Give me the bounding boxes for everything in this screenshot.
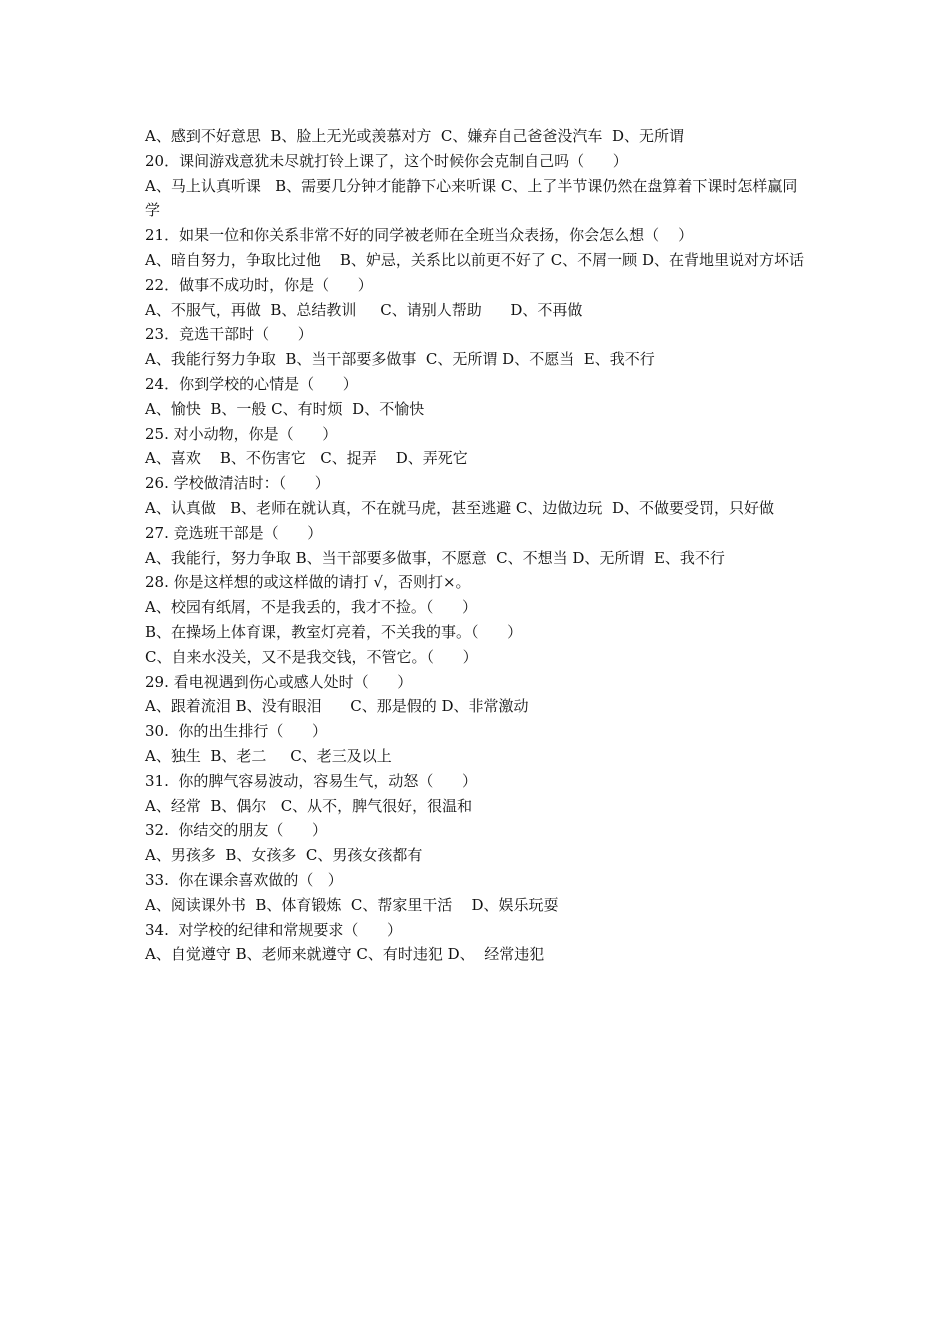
answer-options-27: A、我能行，努力争取 B、当干部要多做事，不愿意 C、不想当 D、无所谓 E、我不行 (145, 548, 725, 567)
question-32: 32. 你结交的朋友（ ） (145, 821, 328, 840)
answer-options-32: A、男孩多 B、女孩多 C、男孩女孩都有 (145, 846, 423, 865)
answer-options-20: A、马上认真听课 B、需要几分钟才能静下心来听课 C、上了半节课仍然在盘算着下课时怎样赢同学 (145, 176, 798, 220)
answer-options-26: A、认真做 B、老师在就认真，不在就马虎，甚至逃避 C、边做边玩 D、不做要受罚，只好做 (145, 498, 774, 517)
answer-options-29: A、跟着流泪 B、没有眼泪 C、那是假的 D、非常激动 (145, 697, 529, 716)
questionnaire-text (145, 124, 810, 967)
answer-options-33: A、阅读课外书 B、体育锻炼 C、帮家里干活 D、娱乐玩耍 (145, 895, 559, 914)
question-33: 33. 你在课余喜欢做的（ ） (145, 870, 343, 889)
question-20: 20．课间游戏意犹未尽就打铃上课了，这个时候你会克制自己吗（ ） (145, 151, 628, 170)
answer-options-23: A、我能行努力争取 B、当干部要多做事 C、无所谓 D、不愿当 E、我不行 (145, 350, 655, 369)
answer-options-30: A、独生 B、老二 C、老三及以上 (145, 746, 392, 765)
question-27: 27. 竞选班干部是（ ） (145, 523, 323, 542)
question-31: 31. 你的脾气容易波动，容易生气，动怒（ ） (145, 771, 478, 790)
answer-options-21: A、暗自努力，争取比过他 B、妒忌，关系比以前更不好了 C、不屑一顾 D、在背地里说对方坏话 (145, 250, 804, 269)
question-26: 26. 学校做清洁时：（ ） (145, 474, 330, 493)
question-23: 23．竞选干部时（ ） (145, 325, 313, 344)
question-30: 30. 你的出生排行（ ） (145, 722, 328, 741)
statement-28c: C、自来水没关，又不是我交钱，不管它。（ ） (145, 647, 478, 666)
question-25: 25. 对小动物，你是（ ） (145, 424, 338, 443)
statement-28a: A、校园有纸屑，不是我丢的，我才不捡。（ ） (145, 598, 477, 617)
question-22: 22．做事不成功时，你是（ ） (145, 275, 373, 294)
answer-options-25: A、喜欢 B、不伤害它 C、捉弄 D、弄死它 (145, 449, 468, 468)
statement-28b: B、在操场上体育课，教室灯亮着，不关我的事。（ ） (145, 622, 523, 641)
question-34: 34. 对学校的纪律和常规要求（ ） (145, 920, 403, 939)
question-29: 29. 看电视遇到伤心或感人处时（ ） (145, 672, 413, 691)
answer-options-19: A、感到不好意思 B、脸上无光或羡慕对方 C、嫌弃自己爸爸没汽车 D、无所谓 (145, 127, 684, 145)
answer-options-34: A、自觉遵守 B、老师来就遵守 C、有时违犯 D、 经常违犯 (145, 945, 545, 964)
question-21: 21．如果一位和你关系非常不好的同学被老师在全班当众表扬，你会怎么想（ ） (145, 226, 694, 245)
answer-options-31: A、经常 B、偶尔 C、从不，脾气很好，很温和 (145, 796, 473, 815)
question-28: 28. 你是这样想的或这样做的请打 √，否则打×。 (145, 573, 471, 592)
answer-options-22: A、不服气，再做 B、总结教训 C、请别人帮助 D、不再做 (145, 300, 583, 319)
question-24: 24．你到学校的心情是（ ） (145, 374, 358, 393)
answer-options-24: A、愉快 B、一般 C、有时烦 D、不愉快 (145, 399, 425, 418)
